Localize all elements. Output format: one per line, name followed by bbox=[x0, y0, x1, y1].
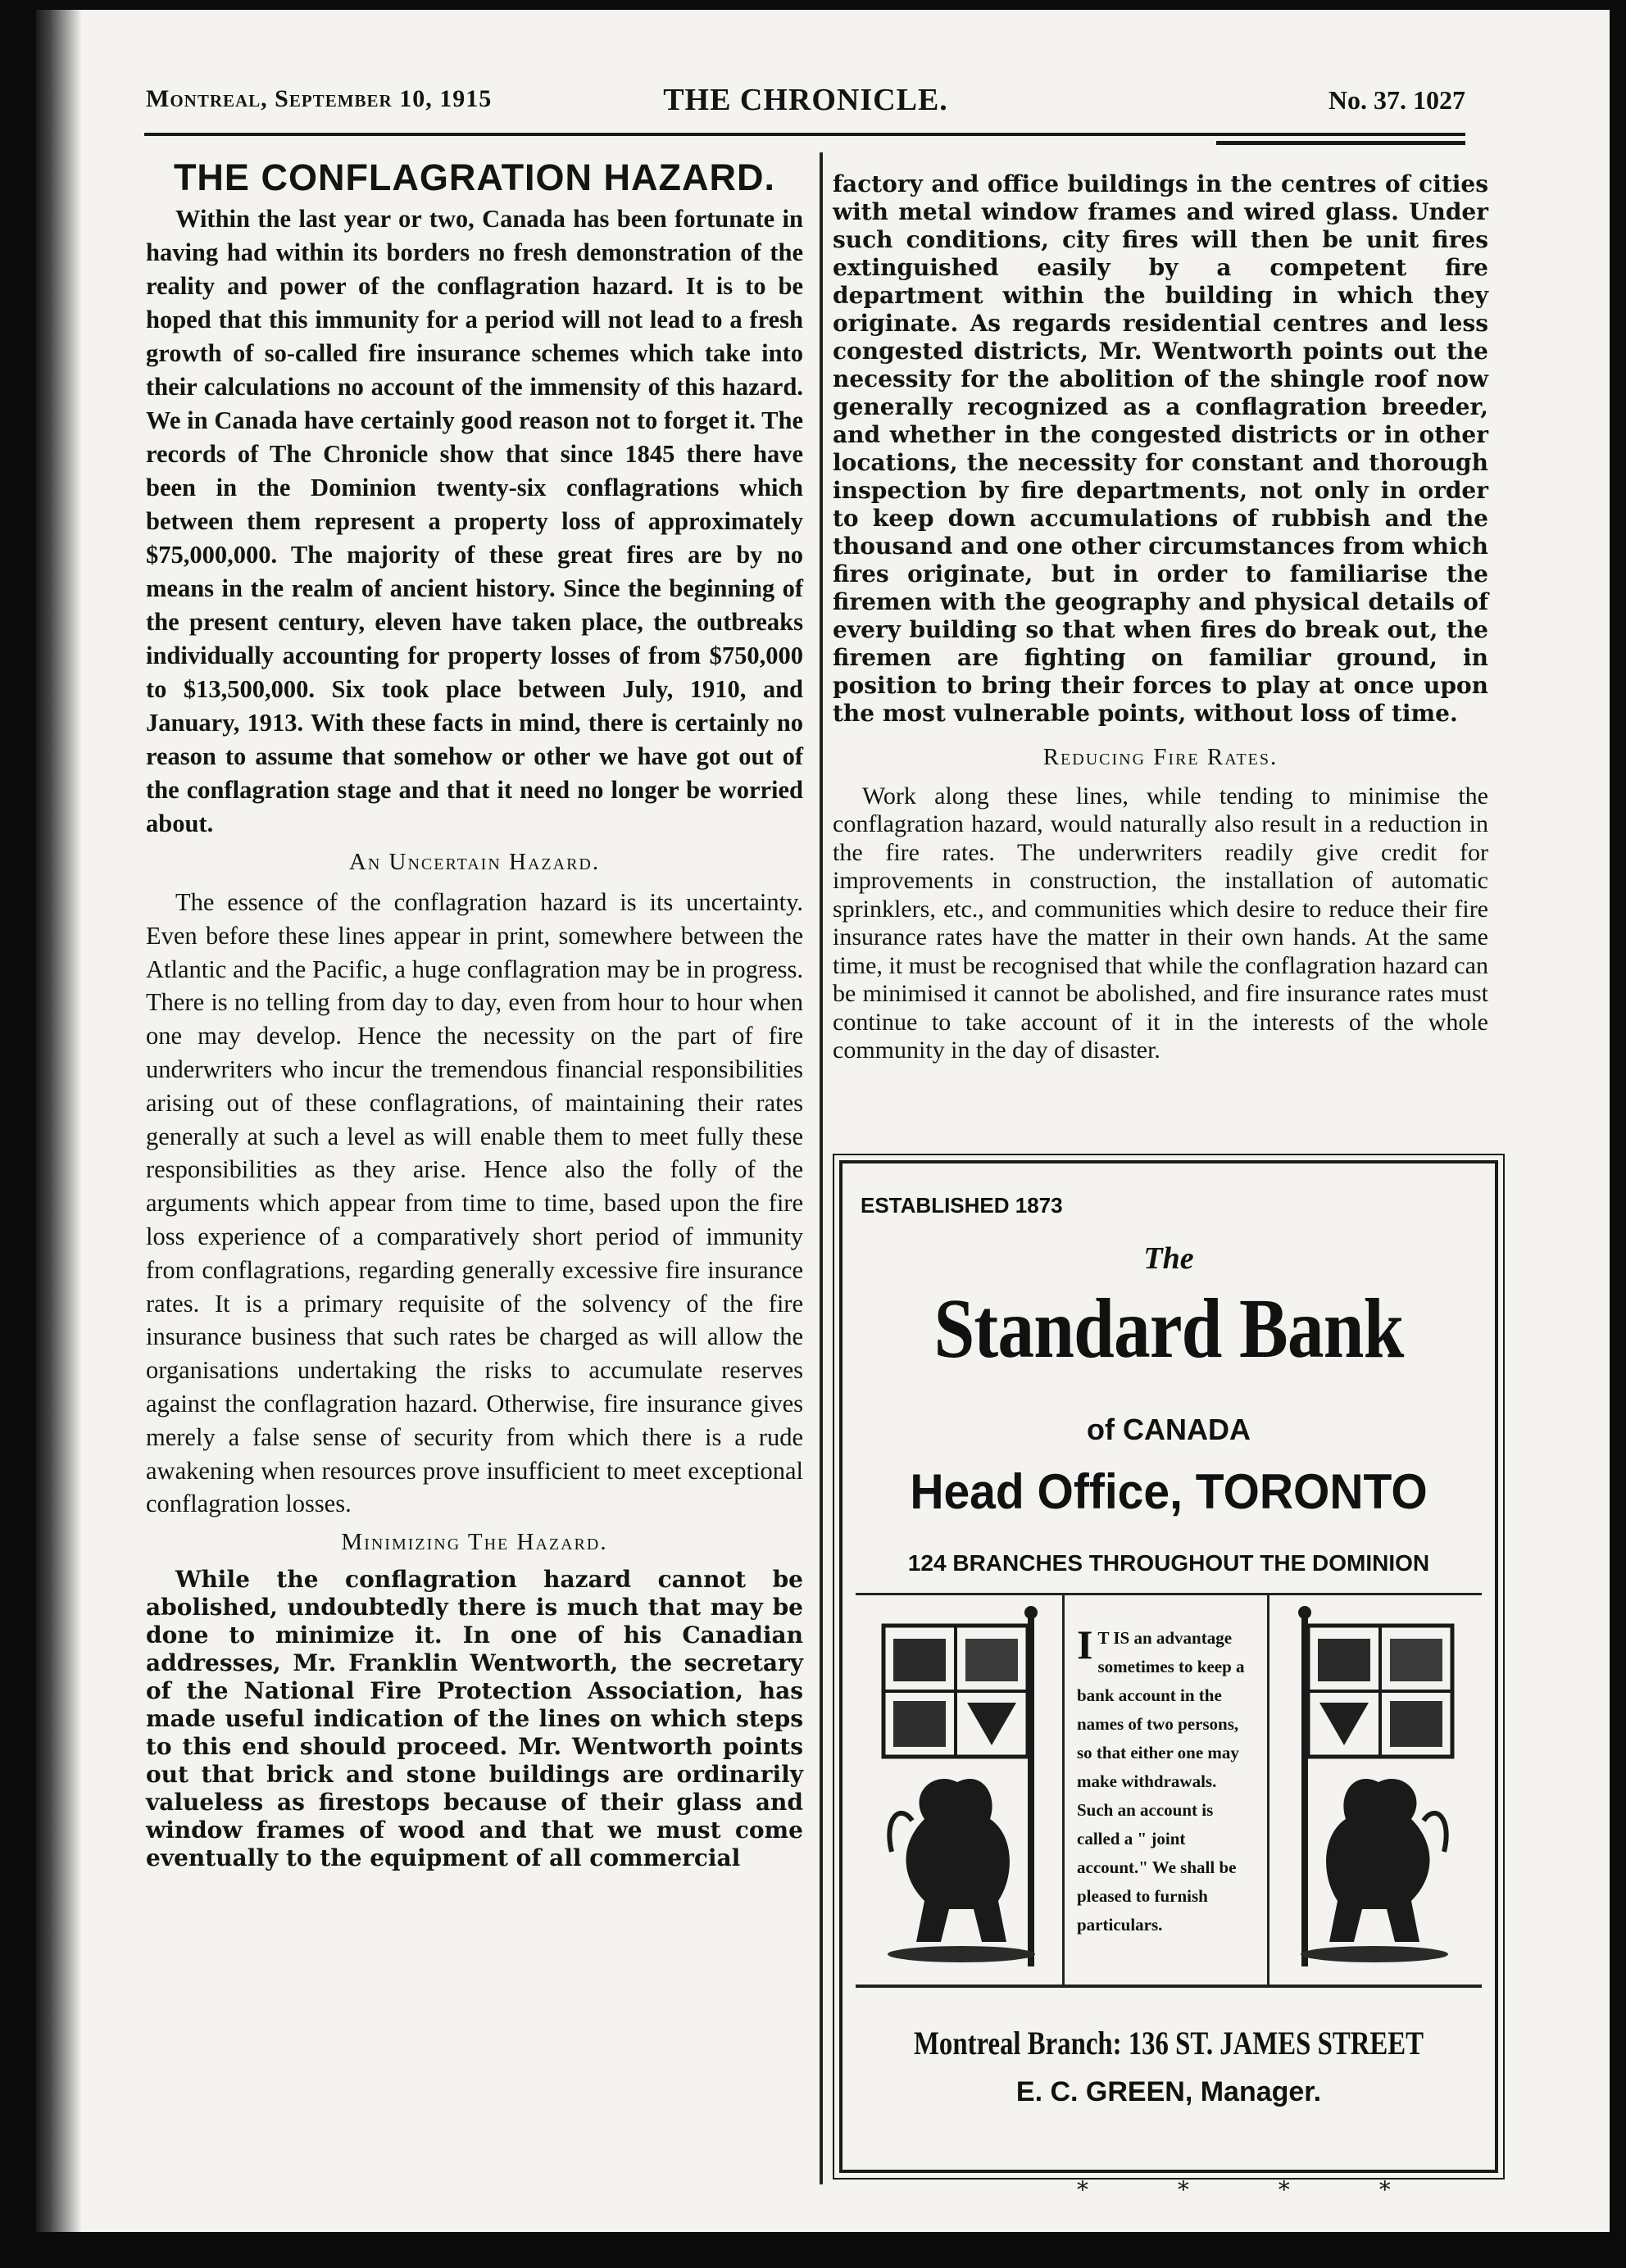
ad-branches: 124 BRANCHES THROUGHOUT THE DOMINION bbox=[907, 1550, 1430, 1576]
ad-notice-text: T IS an advantage sometimes to keep a bank account in the names of two persons, so that either one may make withdrawals. Such an account is called a " joint account." We shall be pleased to furnish particulars. bbox=[1077, 1628, 1245, 1935]
scan-edge bbox=[36, 10, 82, 2232]
page bbox=[36, 10, 1610, 2232]
left-column bbox=[146, 157, 803, 1872]
ad-rule-upper bbox=[856, 1593, 1482, 1595]
ad-head-office: Head Office, TORONTO bbox=[910, 1464, 1428, 1519]
article-para-uncertainty: The essence of the conflagration hazard is its uncertainty. Even before these lines appear in print, somewhere between the Atlantic and the Pacific, a huge conflagration may be in progress. There is no telling from day to day, even from hour to hour when one may develop. Hence the necessity on the part of fire underwriters who incur the tremendous financial responsibilities arising out of these conflagrations, of maintaining their rates generally at such a level as will enable them to meet fully these responsibilities as they arise. Hence also the folly of the arguments which appear from time to time, based upon the fire loss experience of a comparatively short period of immunity from conflagrations, regarding generally excessive fire insurance rates. It is a primary requisite of the solvency of the fire insurance business that such rates be charged as will allow the organisations undertaking the risks to accumulate reserves against the conflagration hazard. Otherwise, fire insurance gives merely a false sense of security from which there is a rude awakening when resources prove insufficient to meet exceptional conflagration losses. bbox=[146, 888, 803, 1518]
footer-stars: * * * * bbox=[1077, 2176, 1432, 2203]
ad-established: ESTABLISHED 1873 bbox=[861, 1193, 1063, 1218]
article-title: THE CONFLAGRATION HAZARD. bbox=[173, 156, 776, 198]
subhead-reducing-rates: Reducing Fire Rates. bbox=[1042, 744, 1279, 770]
ad-montreal-branch: Montreal Branch: 136 ST. JAMES STREET bbox=[913, 2025, 1424, 2062]
ad-box-divider-right bbox=[1267, 1594, 1269, 1984]
article-para-rates: Work along these lines, while tending to minimise the conflagration hazard, would naturally also result in a reduction in the fire rates. The underwriters readily give credit for improvements in construction, the installation of automatic sprinklers, etc., and communities which desire to reduce their fire insurance rates have the matter in their own hands. At the same time, it must be recognised that while the conflagration hazard can be minimised it cannot be abolished, and fire insurance rates must continue to take account of it in the interests of the whole community in the day of disaster. bbox=[833, 782, 1488, 1064]
article-intro: Within the last year or two, Canada has been fortunate in having had within its borders no fresh demonstration of the reality and power of the conflagration hazard. It is to be hoped that this immunity for a period will not lead to a fresh growth of so-called fire insurance schemes which take into their calculations no account of the immensity of this hazard. We in Canada have certainly good reason not to forget it. The records of The Chronicle show that since 1845 there have been in the Dominion twenty-six conflagrations which between them represent a property loss of approximately $75,000,000. The majority of these great fires are by no means in the realm of ancient history. Since the beginning of the present century, eleven have taken place, the outbreaks individually accounting for property losses of from $750,000 to $13,500,000. Six took place between July, 1910, and January, 1913. With these facts in mind, there is certainly no reason to assume that somehow or other we have got out of the conflagration stage and that it need no longer be worried about. bbox=[146, 205, 803, 837]
ad-of-canada: of CANADA bbox=[1087, 1413, 1251, 1446]
subhead-uncertain-hazard: An Uncertain Hazard. bbox=[348, 849, 601, 875]
ad-notice-initial: I bbox=[1077, 1622, 1093, 1667]
subhead-minimizing: Minimizing The Hazard. bbox=[341, 1529, 608, 1556]
ad-box-divider-left bbox=[1062, 1594, 1065, 1984]
header-dateline: Montreal, September 10, 1915 bbox=[146, 85, 493, 112]
header-page-number: No. 37. 1027 bbox=[1328, 85, 1465, 115]
ad-joint-account-notice bbox=[1077, 1624, 1254, 1939]
ad-bank-name: Standard Bank bbox=[933, 1281, 1404, 1376]
header-rule bbox=[144, 133, 1465, 136]
running-header bbox=[146, 77, 1465, 120]
header-publication: THE CHRONICLE. bbox=[663, 83, 948, 117]
ad-rule-lower bbox=[856, 1984, 1482, 1988]
standard-bank-advertisement bbox=[839, 1160, 1498, 2173]
right-column bbox=[833, 170, 1488, 1065]
ad-manager: E. C. GREEN, Manager. bbox=[1015, 2076, 1322, 2107]
header-rule-thick bbox=[1216, 141, 1465, 145]
lion-flag-emblem-right-icon bbox=[1288, 1606, 1460, 1975]
lion-flag-emblem-left-icon bbox=[875, 1606, 1047, 1975]
article-para-minimizing: While the conflagration hazard cannot be abolished, undoubtedly there is much that may be done to minimize it. In one of his Canadian addresses, Mr. Franklin Wentworth, the secretary of the National Fire Protection Association, has made useful indication of the lines on which steps to this end should proceed. Mr. Wentworth points out that brick and stone buildings are ordinarily valueless as firestops because of their glass and window frames of wood and that we must come eventually to the equipment of all commercial bbox=[146, 1566, 803, 1872]
ad-the: The bbox=[1143, 1241, 1194, 1276]
column-divider bbox=[820, 152, 823, 2184]
article-para-continued: factory and office buildings in the centres of cities with metal window frames and wired glass. Under such conditions, city fires will then be unit fires extinguished easily by a competent fire department within the building in which they originate. As regards residential centres and less congested districts, Mr. Wentworth points out the necessity for the abolition of the shingle roof now generally recognized as a conflagration breeder, and whether in the congested districts or in other locations, the necessity for constant and thorough inspection by fire departments, not only in order to keep down accumulations of rubbish and the thousand and one other circumstances from which fires originate, but in order to familiarise the firemen with the geography and physical details of every building so that when fires do break out, the firemen are fighting on familiar ground, in position to bring their forces to play at once upon the most vulnerable points, without loss of time. bbox=[833, 170, 1488, 727]
